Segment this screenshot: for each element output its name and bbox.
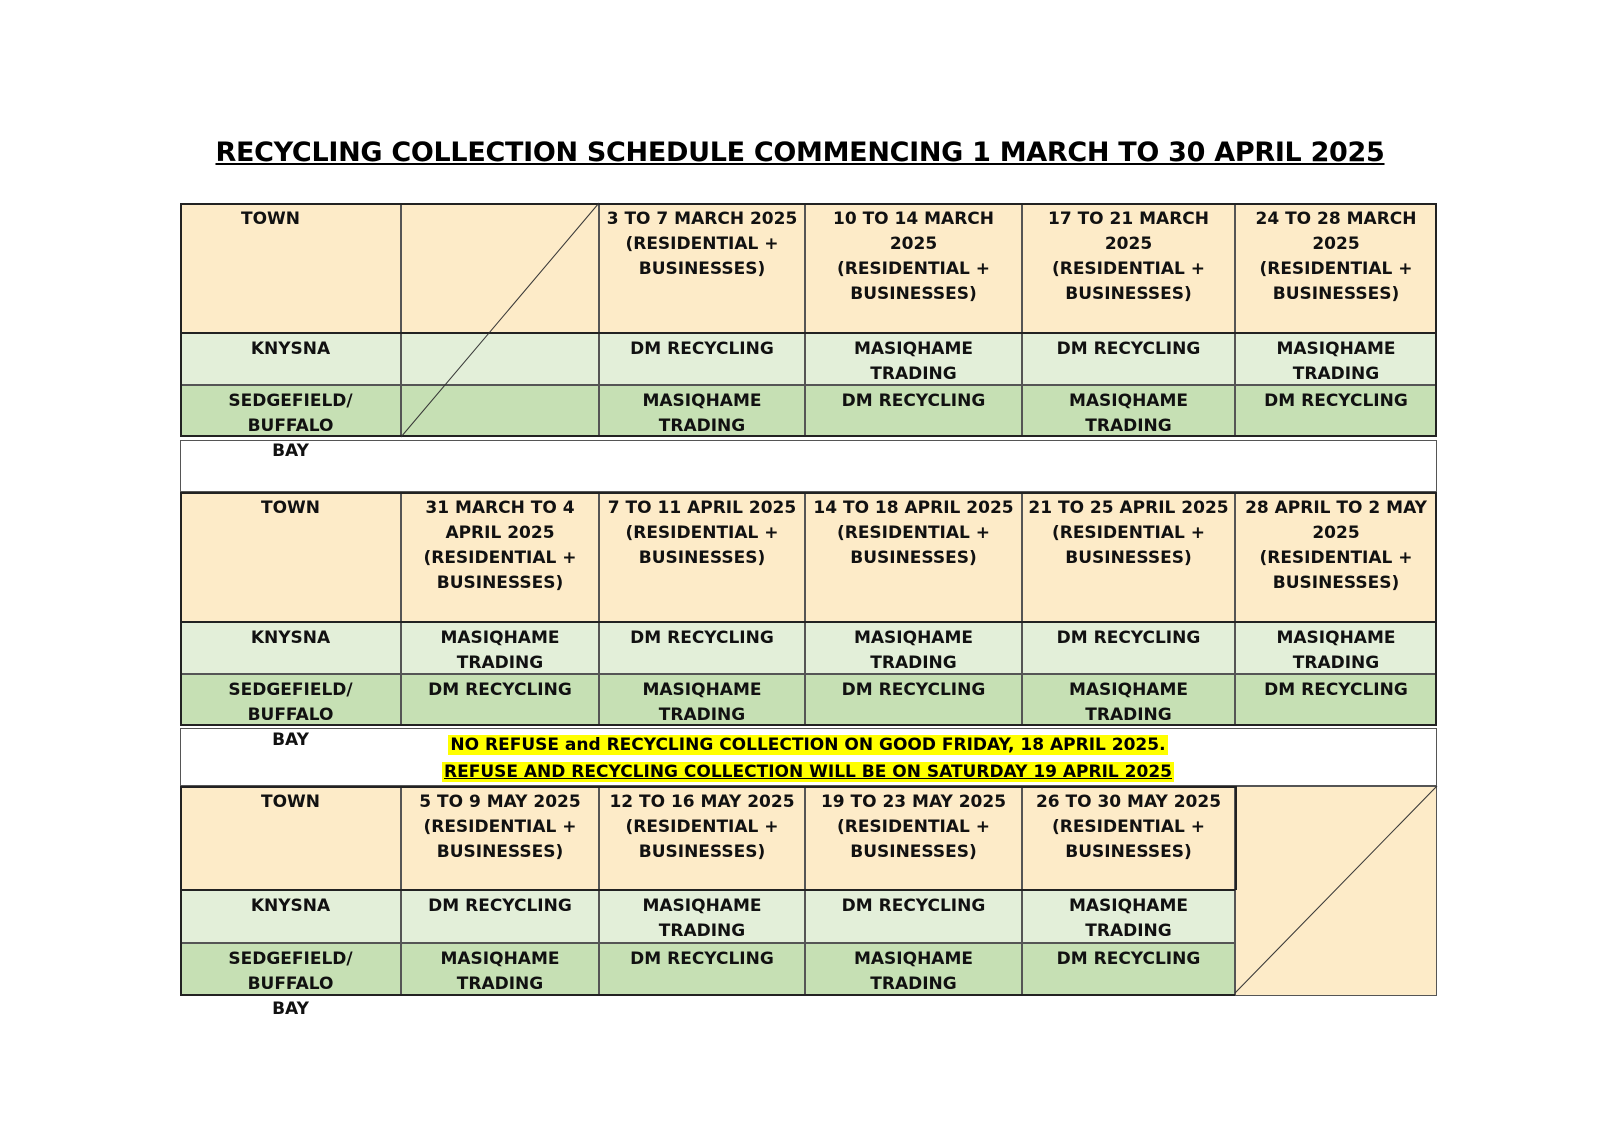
table3-knysna-row-cell-2: MASIQHAME TRADING bbox=[599, 890, 805, 943]
table1-header-row-cell-3: 10 TO 14 MARCH 2025 (RESIDENTIAL + BUSINESSES) bbox=[805, 203, 1022, 333]
notice-line-2: REFUSE AND RECYCLING COLLECTION WILL BE ON SATURDAY 19 APRIL 2025 bbox=[444, 762, 1172, 782]
table1-knysna-row-cell-4: DM RECYCLING bbox=[1022, 333, 1235, 385]
table1-sedgefield-row-cell-3: DM RECYCLING bbox=[805, 385, 1022, 437]
table1-knysna-row-cell-5: MASIQHAME TRADING bbox=[1235, 333, 1437, 385]
table3-sedgefield-row-cell-4: DM RECYCLING bbox=[1022, 943, 1235, 996]
table2-knysna-row-cell-1: MASIQHAME TRADING bbox=[401, 622, 599, 674]
table3-knysna-row-cell-4: MASIQHAME TRADING bbox=[1022, 890, 1235, 943]
table1-knysna-row-cell-2: DM RECYCLING bbox=[599, 333, 805, 385]
table3-empty-block bbox=[1235, 786, 1437, 996]
table3-knysna-row-cell-1: DM RECYCLING bbox=[401, 890, 599, 943]
table1-knysna-row-cell-1 bbox=[401, 333, 599, 385]
table2-knysna-row-cell-5: MASIQHAME TRADING bbox=[1235, 622, 1437, 674]
table1-header-row-cell-2: 3 TO 7 MARCH 2025 (RESIDENTIAL + BUSINESSES) bbox=[599, 203, 805, 333]
table2-knysna-row-cell-2: DM RECYCLING bbox=[599, 622, 805, 674]
table2-header-row-cell-2: 7 TO 11 APRIL 2025 (RESIDENTIAL + BUSINESSES) bbox=[599, 492, 805, 622]
table2-sedgefield-row-cell-2: MASIQHAME TRADING bbox=[599, 674, 805, 726]
table3-header-row-cell-3: 19 TO 23 MAY 2025 (RESIDENTIAL + BUSINESSES) bbox=[805, 786, 1022, 890]
spacer-row bbox=[180, 440, 1437, 492]
table2-sedgefield-row-cell-3: DM RECYCLING bbox=[805, 674, 1022, 726]
table3-header-row-cell-0: TOWN bbox=[180, 786, 401, 890]
table1-sedgefield-row-cell-1 bbox=[401, 385, 599, 437]
table3-header-row-cell-1: 5 TO 9 MAY 2025 (RESIDENTIAL + BUSINESSES) bbox=[401, 786, 599, 890]
table3-sedgefield-row-cell-2: DM RECYCLING bbox=[599, 943, 805, 996]
table1-sedgefield-row-cell-4: MASIQHAME TRADING bbox=[1022, 385, 1235, 437]
table1-header-row-cell-5: 24 TO 28 MARCH 2025 (RESIDENTIAL + BUSINESSES) bbox=[1235, 203, 1437, 333]
table1-knysna-row-cell-0: KNYSNA bbox=[180, 333, 401, 385]
table3-knysna-row-cell-0: KNYSNA bbox=[180, 890, 401, 943]
table1-header-row-cell-1 bbox=[401, 203, 599, 333]
table2-sedgefield-row-cell-5: DM RECYCLING bbox=[1235, 674, 1437, 726]
notice-line-1: NO REFUSE and RECYCLING COLLECTION ON GOOD FRIDAY, 18 APRIL 2025. bbox=[450, 735, 1166, 755]
table3-knysna-row-cell-3: DM RECYCLING bbox=[805, 890, 1022, 943]
table1-sedgefield-row-cell-5: DM RECYCLING bbox=[1235, 385, 1437, 437]
table2-header-row-cell-4: 21 TO 25 APRIL 2025 (RESIDENTIAL + BUSINESSES) bbox=[1022, 492, 1235, 622]
table3-sedgefield-row-cell-1: MASIQHAME TRADING bbox=[401, 943, 599, 996]
table2-header-row-cell-1: 31 MARCH TO 4 APRIL 2025 (RESIDENTIAL + BUSINESSES) bbox=[401, 492, 599, 622]
table2-header-row-cell-5: 28 APRIL TO 2 MAY 2025 (RESIDENTIAL + BUSINESSES) bbox=[1235, 492, 1437, 622]
table2-knysna-row-cell-0: KNYSNA bbox=[180, 622, 401, 674]
table1-header-row-cell-4: 17 TO 21 MARCH 2025 (RESIDENTIAL + BUSINESSES) bbox=[1022, 203, 1235, 333]
table2-header-row-cell-0: TOWN bbox=[180, 492, 401, 622]
table3-sedgefield-row-cell-0: SEDGEFIELD/ BUFFALO BAY bbox=[180, 943, 401, 996]
holiday-notice bbox=[180, 732, 1436, 786]
table1-header-row-cell-0: TOWN bbox=[180, 203, 401, 333]
table2-sedgefield-row-cell-4: MASIQHAME TRADING bbox=[1022, 674, 1235, 726]
table2-knysna-row-cell-4: DM RECYCLING bbox=[1022, 622, 1235, 674]
table3-sedgefield-row-cell-3: MASIQHAME TRADING bbox=[805, 943, 1022, 996]
table2-header-row-cell-3: 14 TO 18 APRIL 2025 (RESIDENTIAL + BUSINESSES) bbox=[805, 492, 1022, 622]
table1-sedgefield-row-cell-2: MASIQHAME TRADING bbox=[599, 385, 805, 437]
table3-header-row-cell-2: 12 TO 16 MAY 2025 (RESIDENTIAL + BUSINESSES) bbox=[599, 786, 805, 890]
table2-sedgefield-row-cell-0: SEDGEFIELD/ BUFFALO BAY bbox=[180, 674, 401, 726]
table1-knysna-row-cell-3: MASIQHAME TRADING bbox=[805, 333, 1022, 385]
table1-sedgefield-row-cell-0: SEDGEFIELD/ BUFFALO BAY bbox=[180, 385, 401, 437]
table2-knysna-row-cell-3: MASIQHAME TRADING bbox=[805, 622, 1022, 674]
page-title: RECYCLING COLLECTION SCHEDULE COMMENCING 1 MARCH TO 30 APRIL 2025 bbox=[215, 137, 1385, 168]
table3-header-row-cell-4: 26 TO 30 MAY 2025 (RESIDENTIAL + BUSINESSES) bbox=[1022, 786, 1235, 890]
table2-sedgefield-row-cell-1: DM RECYCLING bbox=[401, 674, 599, 726]
